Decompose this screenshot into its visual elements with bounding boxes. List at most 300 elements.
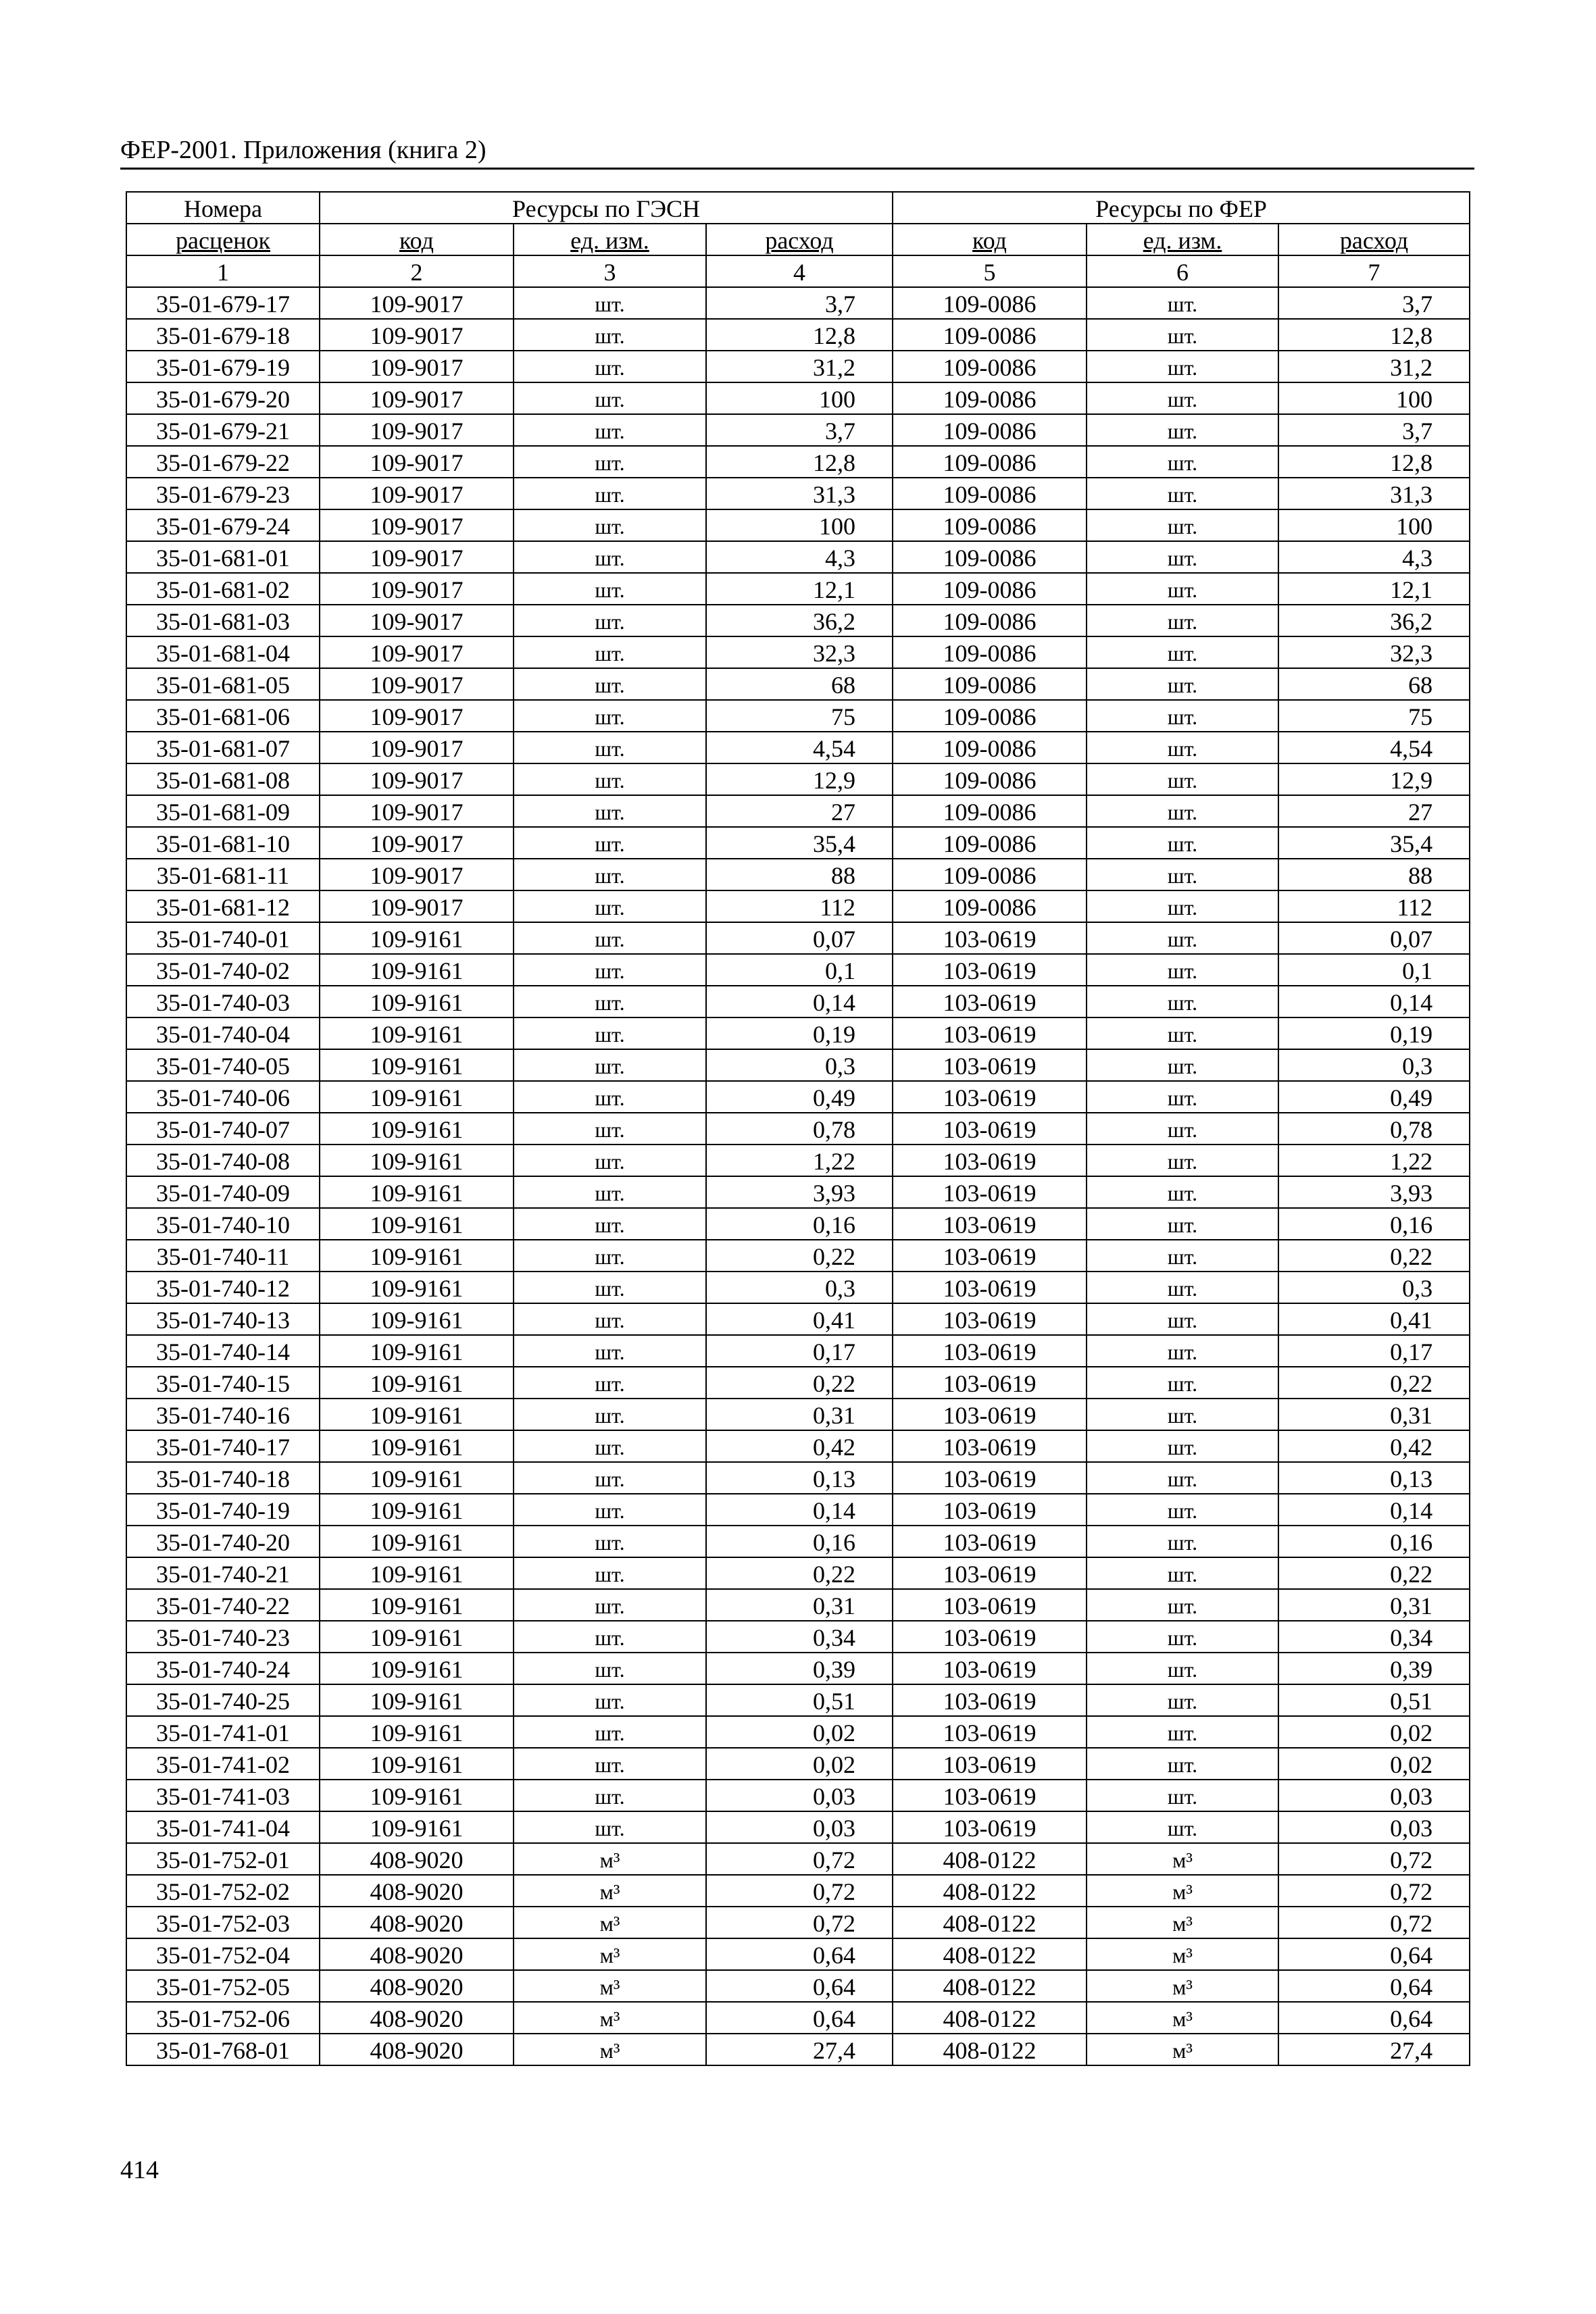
gesn-consumption-cell: 0,64	[706, 2002, 893, 2034]
fer-consumption-cell: 0,31	[1278, 1399, 1470, 1430]
table-row	[126, 319, 1470, 351]
table-row	[126, 1684, 1470, 1716]
gesn-unit-cell: шт.	[514, 1526, 706, 1557]
gesn-unit-cell: м³	[514, 2002, 706, 2034]
rate-number-cell: 35-01-741-04	[126, 1811, 320, 1843]
gesn-code-cell: 109-9017	[320, 287, 514, 319]
fer-code-cell: 103-0619	[893, 1462, 1087, 1494]
fer-unit-cell: шт.	[1087, 636, 1278, 668]
fer-unit-cell: шт.	[1087, 1367, 1278, 1399]
gesn-code-cell: 109-9161	[320, 1780, 514, 1811]
fer-code-cell: 408-0122	[893, 1970, 1087, 2002]
fer-code-cell: 109-0086	[893, 827, 1087, 859]
gesn-consumption-cell: 0,3	[706, 1272, 893, 1303]
fer-unit-cell: шт.	[1087, 986, 1278, 1017]
fer-code-cell: 103-0619	[893, 986, 1087, 1017]
gesn-consumption-cell: 88	[706, 859, 893, 890]
fer-consumption-cell: 0,64	[1278, 2002, 1470, 2034]
gesn-unit-cell: шт.	[514, 287, 706, 319]
rate-number-cell: 35-01-740-25	[126, 1684, 320, 1716]
fer-consumption-cell: 12,8	[1278, 446, 1470, 478]
table-row	[126, 1430, 1470, 1462]
fer-code-cell: 109-0086	[893, 541, 1087, 573]
fer-code-cell: 103-0619	[893, 922, 1087, 954]
gesn-unit-cell: шт.	[514, 1240, 706, 1272]
rate-number-cell: 35-01-740-04	[126, 1017, 320, 1049]
gesn-code-cell: 109-9017	[320, 446, 514, 478]
table-row	[126, 2002, 1470, 2034]
gesn-code-cell: 109-9161	[320, 1272, 514, 1303]
header-gesn-consumption: расход	[706, 224, 893, 255]
gesn-code-cell: 109-9017	[320, 414, 514, 446]
table-row	[126, 1843, 1470, 1875]
fer-consumption-cell: 27	[1278, 795, 1470, 827]
gesn-consumption-cell: 27	[706, 795, 893, 827]
rate-number-cell: 35-01-752-03	[126, 1907, 320, 1938]
fer-code-cell: 103-0619	[893, 1145, 1087, 1176]
rate-number-cell: 35-01-741-03	[126, 1780, 320, 1811]
gesn-unit-cell: шт.	[514, 1145, 706, 1176]
gesn-code-cell: 109-9017	[320, 859, 514, 890]
table-row	[126, 1907, 1470, 1938]
fer-code-cell: 408-0122	[893, 2034, 1087, 2065]
fer-consumption-cell: 0,72	[1278, 1843, 1470, 1875]
gesn-code-cell: 109-9161	[320, 1430, 514, 1462]
fer-unit-cell: шт.	[1087, 573, 1278, 605]
fer-code-cell: 109-0086	[893, 351, 1087, 382]
fer-code-cell: 103-0619	[893, 1494, 1087, 1526]
gesn-unit-cell: шт.	[514, 1081, 706, 1113]
fer-consumption-cell: 35,4	[1278, 827, 1470, 859]
fer-code-cell: 103-0619	[893, 1621, 1087, 1653]
header-group-fer: Ресурсы по ФЕР	[893, 192, 1470, 224]
gesn-code-cell: 109-9161	[320, 954, 514, 986]
gesn-consumption-cell: 32,3	[706, 636, 893, 668]
rate-number-cell: 35-01-740-06	[126, 1081, 320, 1113]
gesn-code-cell: 109-9017	[320, 795, 514, 827]
gesn-unit-cell: шт.	[514, 1494, 706, 1526]
header-fer-unit: ед. изм.	[1087, 224, 1278, 255]
gesn-unit-cell: шт.	[514, 1589, 706, 1621]
fer-unit-cell: шт.	[1087, 1272, 1278, 1303]
fer-code-cell: 103-0619	[893, 1176, 1087, 1208]
table-row	[126, 605, 1470, 636]
table-row	[126, 636, 1470, 668]
fer-consumption-cell: 36,2	[1278, 605, 1470, 636]
gesn-unit-cell: шт.	[514, 827, 706, 859]
gesn-unit-cell: шт.	[514, 509, 706, 541]
rate-number-cell: 35-01-740-21	[126, 1557, 320, 1589]
rate-number-cell: 35-01-679-23	[126, 478, 320, 509]
column-number: 7	[1278, 255, 1470, 287]
rate-number-cell: 35-01-740-14	[126, 1335, 320, 1367]
rate-number-cell: 35-01-681-07	[126, 732, 320, 763]
fer-code-cell: 103-0619	[893, 1811, 1087, 1843]
fer-unit-cell: шт.	[1087, 414, 1278, 446]
fer-code-cell: 103-0619	[893, 1557, 1087, 1589]
gesn-code-cell: 109-9161	[320, 1748, 514, 1780]
table-row	[126, 1526, 1470, 1557]
gesn-code-cell: 109-9161	[320, 1176, 514, 1208]
fer-unit-cell: шт.	[1087, 1430, 1278, 1462]
fer-code-cell: 109-0086	[893, 859, 1087, 890]
gesn-code-cell: 109-9161	[320, 1653, 514, 1684]
gesn-unit-cell: шт.	[514, 922, 706, 954]
fer-consumption-cell: 0,3	[1278, 1049, 1470, 1081]
table-row	[126, 890, 1470, 922]
rate-number-cell: 35-01-681-10	[126, 827, 320, 859]
gesn-consumption-cell: 0,49	[706, 1081, 893, 1113]
fer-unit-cell: шт.	[1087, 1557, 1278, 1589]
fer-consumption-cell: 0,49	[1278, 1081, 1470, 1113]
fer-code-cell: 109-0086	[893, 605, 1087, 636]
table-row	[126, 1875, 1470, 1907]
rate-number-cell: 35-01-752-04	[126, 1938, 320, 1970]
fer-code-cell: 103-0619	[893, 1653, 1087, 1684]
table-row	[126, 1970, 1470, 2002]
fer-unit-cell: шт.	[1087, 1494, 1278, 1526]
fer-unit-cell: м³	[1087, 1907, 1278, 1938]
gesn-unit-cell: шт.	[514, 1272, 706, 1303]
gesn-consumption-cell: 36,2	[706, 605, 893, 636]
fer-code-cell: 103-0619	[893, 1208, 1087, 1240]
gesn-consumption-cell: 27,4	[706, 2034, 893, 2065]
gesn-consumption-cell: 12,8	[706, 319, 893, 351]
rate-number-cell: 35-01-740-03	[126, 986, 320, 1017]
fer-consumption-cell: 27,4	[1278, 2034, 1470, 2065]
rate-number-cell: 35-01-740-05	[126, 1049, 320, 1081]
gesn-consumption-cell: 0,41	[706, 1303, 893, 1335]
page-number: 414	[120, 2156, 159, 2184]
fer-consumption-cell: 0,72	[1278, 1875, 1470, 1907]
fer-unit-cell: шт.	[1087, 509, 1278, 541]
gesn-unit-cell: м³	[514, 1843, 706, 1875]
gesn-unit-cell: шт.	[514, 1176, 706, 1208]
table-row	[126, 446, 1470, 478]
gesn-code-cell: 109-9161	[320, 1049, 514, 1081]
gesn-code-cell: 109-9161	[320, 922, 514, 954]
gesn-code-cell: 109-9017	[320, 636, 514, 668]
rate-number-cell: 35-01-752-06	[126, 2002, 320, 2034]
rate-number-cell: 35-01-740-02	[126, 954, 320, 986]
fer-consumption-cell: 3,7	[1278, 414, 1470, 446]
table-row	[126, 2034, 1470, 2065]
table-row	[126, 700, 1470, 732]
gesn-code-cell: 408-9020	[320, 1907, 514, 1938]
fer-unit-cell: м³	[1087, 1938, 1278, 1970]
fer-consumption-cell: 31,3	[1278, 478, 1470, 509]
gesn-consumption-cell: 0,03	[706, 1811, 893, 1843]
gesn-unit-cell: шт.	[514, 1621, 706, 1653]
fer-unit-cell: шт.	[1087, 1462, 1278, 1494]
gesn-code-cell: 109-9017	[320, 732, 514, 763]
header-fer-code: код	[893, 224, 1087, 255]
fer-unit-cell: шт.	[1087, 668, 1278, 700]
fer-consumption-cell: 32,3	[1278, 636, 1470, 668]
rate-number-cell: 35-01-740-12	[126, 1272, 320, 1303]
fer-consumption-cell: 0,34	[1278, 1621, 1470, 1653]
column-number: 6	[1087, 255, 1278, 287]
fer-consumption-cell: 0,16	[1278, 1526, 1470, 1557]
gesn-unit-cell: шт.	[514, 1335, 706, 1367]
fer-unit-cell: шт.	[1087, 541, 1278, 573]
table-row	[126, 986, 1470, 1017]
fer-consumption-cell: 88	[1278, 859, 1470, 890]
gesn-code-cell: 109-9161	[320, 1811, 514, 1843]
rate-number-cell: 35-01-681-02	[126, 573, 320, 605]
fer-unit-cell: шт.	[1087, 795, 1278, 827]
rate-number-cell: 35-01-740-13	[126, 1303, 320, 1335]
table-row	[126, 1272, 1470, 1303]
fer-consumption-cell: 0,03	[1278, 1780, 1470, 1811]
fer-unit-cell: шт.	[1087, 1335, 1278, 1367]
fer-consumption-cell: 0,64	[1278, 1938, 1470, 1970]
page-header-title: ФЕР-2001. Приложения (книга 2)	[120, 136, 487, 164]
gesn-code-cell: 109-9161	[320, 1017, 514, 1049]
gesn-unit-cell: шт.	[514, 668, 706, 700]
rate-number-cell: 35-01-740-08	[126, 1145, 320, 1176]
fer-code-cell: 103-0619	[893, 1399, 1087, 1430]
gesn-consumption-cell: 0,3	[706, 1049, 893, 1081]
gesn-code-cell: 109-9161	[320, 1145, 514, 1176]
rate-number-cell: 35-01-740-18	[126, 1462, 320, 1494]
gesn-consumption-cell: 0,02	[706, 1748, 893, 1780]
rate-number-cell: 35-01-681-03	[126, 605, 320, 636]
gesn-consumption-cell: 1,22	[706, 1145, 893, 1176]
fer-consumption-cell: 31,2	[1278, 351, 1470, 382]
gesn-consumption-cell: 0,39	[706, 1653, 893, 1684]
fer-consumption-cell: 0,3	[1278, 1272, 1470, 1303]
gesn-consumption-cell: 0,19	[706, 1017, 893, 1049]
fer-code-cell: 103-0619	[893, 1780, 1087, 1811]
gesn-consumption-cell: 35,4	[706, 827, 893, 859]
gesn-consumption-cell: 0,34	[706, 1621, 893, 1653]
gesn-unit-cell: шт.	[514, 1780, 706, 1811]
fer-unit-cell: м³	[1087, 2002, 1278, 2034]
fer-consumption-cell: 0,39	[1278, 1653, 1470, 1684]
fer-unit-cell: шт.	[1087, 859, 1278, 890]
gesn-unit-cell: шт.	[514, 763, 706, 795]
fer-code-cell: 109-0086	[893, 700, 1087, 732]
fer-code-cell: 408-0122	[893, 1875, 1087, 1907]
gesn-unit-cell: шт.	[514, 732, 706, 763]
fer-code-cell: 109-0086	[893, 890, 1087, 922]
fer-code-cell: 109-0086	[893, 414, 1087, 446]
gesn-code-cell: 109-9017	[320, 351, 514, 382]
rate-number-cell: 35-01-740-15	[126, 1367, 320, 1399]
fer-code-cell: 103-0619	[893, 1017, 1087, 1049]
resources-table	[126, 191, 1470, 2066]
table-row	[126, 478, 1470, 509]
fer-consumption-cell: 0,22	[1278, 1557, 1470, 1589]
table-row	[126, 1494, 1470, 1526]
fer-consumption-cell: 0,19	[1278, 1017, 1470, 1049]
fer-consumption-cell: 0,31	[1278, 1589, 1470, 1621]
fer-consumption-cell: 0,1	[1278, 954, 1470, 986]
table-row	[126, 1811, 1470, 1843]
fer-unit-cell: шт.	[1087, 1240, 1278, 1272]
gesn-consumption-cell: 3,93	[706, 1176, 893, 1208]
fer-unit-cell: шт.	[1087, 1748, 1278, 1780]
gesn-consumption-cell: 4,3	[706, 541, 893, 573]
rate-number-cell: 35-01-681-09	[126, 795, 320, 827]
gesn-consumption-cell: 0,51	[706, 1684, 893, 1716]
gesn-code-cell: 109-9017	[320, 382, 514, 414]
gesn-code-cell: 109-9017	[320, 668, 514, 700]
gesn-unit-cell: шт.	[514, 573, 706, 605]
gesn-code-cell: 109-9161	[320, 1399, 514, 1430]
gesn-code-cell: 109-9161	[320, 1494, 514, 1526]
fer-consumption-cell: 0,51	[1278, 1684, 1470, 1716]
gesn-unit-cell: шт.	[514, 1462, 706, 1494]
gesn-unit-cell: шт.	[514, 446, 706, 478]
fer-unit-cell: шт.	[1087, 1811, 1278, 1843]
rate-number-cell: 35-01-740-19	[126, 1494, 320, 1526]
table-row	[126, 827, 1470, 859]
gesn-consumption-cell: 0,64	[706, 1970, 893, 2002]
fer-consumption-cell: 0,41	[1278, 1303, 1470, 1335]
gesn-consumption-cell: 100	[706, 509, 893, 541]
fer-code-cell: 109-0086	[893, 636, 1087, 668]
fer-consumption-cell: 12,1	[1278, 573, 1470, 605]
table-row	[126, 541, 1470, 573]
rate-number-cell: 35-01-740-10	[126, 1208, 320, 1240]
gesn-consumption-cell: 0,16	[706, 1208, 893, 1240]
fer-code-cell: 408-0122	[893, 1938, 1087, 1970]
fer-consumption-cell: 0,14	[1278, 986, 1470, 1017]
fer-code-cell: 408-0122	[893, 1907, 1087, 1938]
fer-unit-cell: шт.	[1087, 319, 1278, 351]
fer-code-cell: 109-0086	[893, 319, 1087, 351]
fer-code-cell: 109-0086	[893, 382, 1087, 414]
rate-number-cell: 35-01-681-11	[126, 859, 320, 890]
fer-consumption-cell: 3,7	[1278, 287, 1470, 319]
gesn-unit-cell: м³	[514, 2034, 706, 2065]
gesn-unit-cell: м³	[514, 1970, 706, 2002]
gesn-unit-cell: шт.	[514, 1684, 706, 1716]
fer-consumption-cell: 1,22	[1278, 1145, 1470, 1176]
rate-number-cell: 35-01-679-20	[126, 382, 320, 414]
rate-number-cell: 35-01-679-24	[126, 509, 320, 541]
fer-code-cell: 109-0086	[893, 573, 1087, 605]
fer-unit-cell: м³	[1087, 2034, 1278, 2065]
table-row	[126, 573, 1470, 605]
fer-code-cell: 103-0619	[893, 1240, 1087, 1272]
fer-code-cell: 109-0086	[893, 446, 1087, 478]
gesn-consumption-cell: 0,02	[706, 1716, 893, 1748]
gesn-unit-cell: шт.	[514, 636, 706, 668]
gesn-code-cell: 109-9161	[320, 1081, 514, 1113]
fer-unit-cell: м³	[1087, 1843, 1278, 1875]
gesn-unit-cell: шт.	[514, 1399, 706, 1430]
rate-number-cell: 35-01-768-01	[126, 2034, 320, 2065]
gesn-consumption-cell: 31,2	[706, 351, 893, 382]
fer-unit-cell: шт.	[1087, 1049, 1278, 1081]
fer-unit-cell: шт.	[1087, 1653, 1278, 1684]
table-row	[126, 509, 1470, 541]
table-row	[126, 1557, 1470, 1589]
fer-code-cell: 109-0086	[893, 763, 1087, 795]
fer-unit-cell: м³	[1087, 1875, 1278, 1907]
fer-code-cell: 103-0619	[893, 1081, 1087, 1113]
gesn-unit-cell: шт.	[514, 1811, 706, 1843]
gesn-unit-cell: шт.	[514, 1653, 706, 1684]
header-rasc-line1: Номера	[126, 192, 320, 224]
fer-code-cell: 109-0086	[893, 732, 1087, 763]
column-number: 2	[320, 255, 514, 287]
table-row	[126, 1335, 1470, 1367]
rate-number-cell: 35-01-740-22	[126, 1589, 320, 1621]
fer-consumption-cell: 0,14	[1278, 1494, 1470, 1526]
fer-code-cell: 103-0619	[893, 1335, 1087, 1367]
gesn-unit-cell: шт.	[514, 382, 706, 414]
table-row	[126, 1113, 1470, 1145]
rate-number-cell: 35-01-741-02	[126, 1748, 320, 1780]
fer-unit-cell: шт.	[1087, 1208, 1278, 1240]
fer-unit-cell: шт.	[1087, 954, 1278, 986]
table-row	[126, 1017, 1470, 1049]
gesn-code-cell: 109-9017	[320, 605, 514, 636]
rate-number-cell: 35-01-679-17	[126, 287, 320, 319]
fer-unit-cell: шт.	[1087, 1145, 1278, 1176]
rate-number-cell: 35-01-681-08	[126, 763, 320, 795]
rate-number-cell: 35-01-741-01	[126, 1716, 320, 1748]
gesn-consumption-cell: 0,31	[706, 1399, 893, 1430]
gesn-consumption-cell: 112	[706, 890, 893, 922]
column-number: 1	[126, 255, 320, 287]
fer-unit-cell: шт.	[1087, 827, 1278, 859]
table-row	[126, 1081, 1470, 1113]
fer-consumption-cell: 68	[1278, 668, 1470, 700]
gesn-code-cell: 109-9017	[320, 478, 514, 509]
gesn-unit-cell: шт.	[514, 605, 706, 636]
gesn-code-cell: 109-9161	[320, 1113, 514, 1145]
gesn-consumption-cell: 31,3	[706, 478, 893, 509]
rate-number-cell: 35-01-740-24	[126, 1653, 320, 1684]
gesn-code-cell: 408-9020	[320, 2002, 514, 2034]
rate-number-cell: 35-01-740-01	[126, 922, 320, 954]
fer-code-cell: 103-0619	[893, 1684, 1087, 1716]
fer-code-cell: 103-0619	[893, 1272, 1087, 1303]
gesn-code-cell: 109-9017	[320, 827, 514, 859]
gesn-code-cell: 408-9020	[320, 1970, 514, 2002]
header-group-gesn: Ресурсы по ГЭСН	[320, 192, 893, 224]
fer-unit-cell: шт.	[1087, 1621, 1278, 1653]
rate-number-cell: 35-01-740-16	[126, 1399, 320, 1430]
gesn-consumption-cell: 0,64	[706, 1938, 893, 1970]
gesn-unit-cell: шт.	[514, 986, 706, 1017]
fer-consumption-cell: 0,78	[1278, 1113, 1470, 1145]
table-row	[126, 1462, 1470, 1494]
column-number: 5	[893, 255, 1087, 287]
fer-consumption-cell: 0,13	[1278, 1462, 1470, 1494]
fer-code-cell: 109-0086	[893, 478, 1087, 509]
rate-number-cell: 35-01-740-23	[126, 1621, 320, 1653]
fer-consumption-cell: 112	[1278, 890, 1470, 922]
gesn-consumption-cell: 0,1	[706, 954, 893, 986]
gesn-code-cell: 109-9161	[320, 1684, 514, 1716]
rate-number-cell: 35-01-679-21	[126, 414, 320, 446]
fer-code-cell: 109-0086	[893, 668, 1087, 700]
fer-consumption-cell: 12,8	[1278, 319, 1470, 351]
gesn-code-cell: 109-9017	[320, 763, 514, 795]
fer-unit-cell: шт.	[1087, 922, 1278, 954]
fer-consumption-cell: 0,22	[1278, 1367, 1470, 1399]
table-row	[126, 1399, 1470, 1430]
fer-consumption-cell: 0,42	[1278, 1430, 1470, 1462]
gesn-unit-cell: шт.	[514, 859, 706, 890]
gesn-code-cell: 109-9017	[320, 541, 514, 573]
